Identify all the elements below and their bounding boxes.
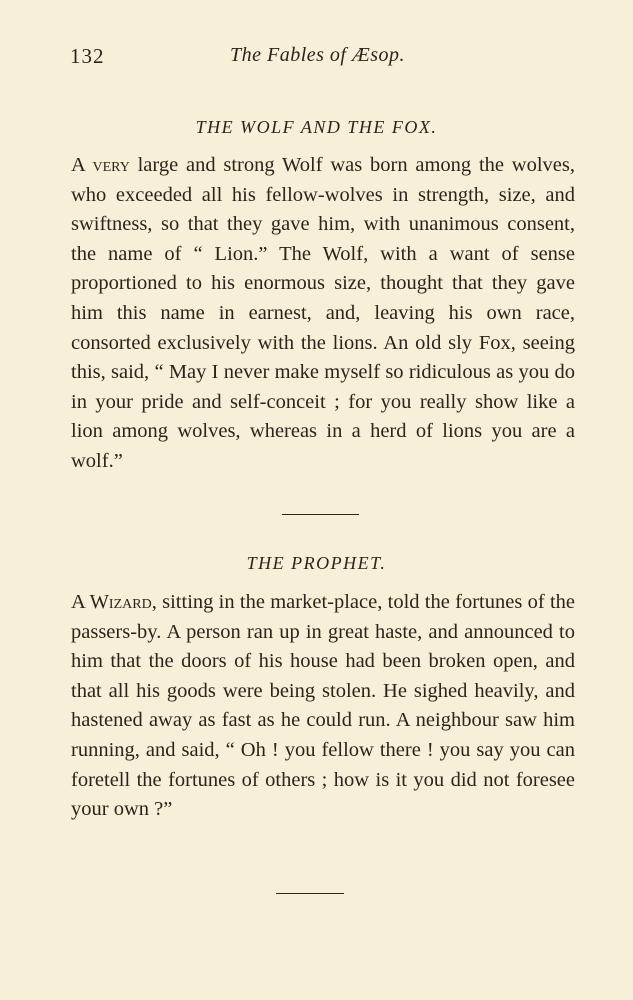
running-title: The Fables of Æsop. [230, 44, 406, 66]
fable-title-wolf-and-fox: THE WOLF AND THE FOX. [195, 117, 438, 137]
fable-lead-word: A Wizard, [71, 591, 157, 613]
page-number: 132 [70, 44, 105, 68]
fable-body-wolf-and-fox [71, 151, 575, 477]
fable-text: large and strong Wolf was born among the wolves, who exceeded all his fellow-wolves in strength, size, and swiftness, so that they gave him, with unanimous consent, the name of “ Lion.” The Wolf, with a want of sense proportioned to his enormous size, thought that they gave him this name in earnest, and, leaving his own race, consorted exclusively with the lions. An old sly Fox, seeing this, said, “ May I never make myself so ridiculous as you do in your pride and self-conceit ; for you really show like a lion among wolves, whereas in a herd of lions you are a wolf.” [71, 154, 575, 472]
running-head [70, 44, 575, 74]
fable-text: sitting in the market-place, told the fortunes of the passers-by. A person ran up in great haste, and announced to him that the doors of his house had been broken open, and that all his goods were being stolen. He sighed heavily, and hastened away as fast as he could run. A neighbour saw him running, and said, “ Oh ! you fellow there ! you say you can foretell the fortunes of others ; how is it you did not foresee your own ?” [71, 591, 575, 821]
fable-body-prophet [71, 588, 575, 825]
end-divider [276, 893, 344, 894]
fable-lead-word: A very [71, 154, 130, 176]
fable-title-prophet: THE PROPHET. [246, 553, 387, 573]
section-divider [282, 514, 359, 515]
